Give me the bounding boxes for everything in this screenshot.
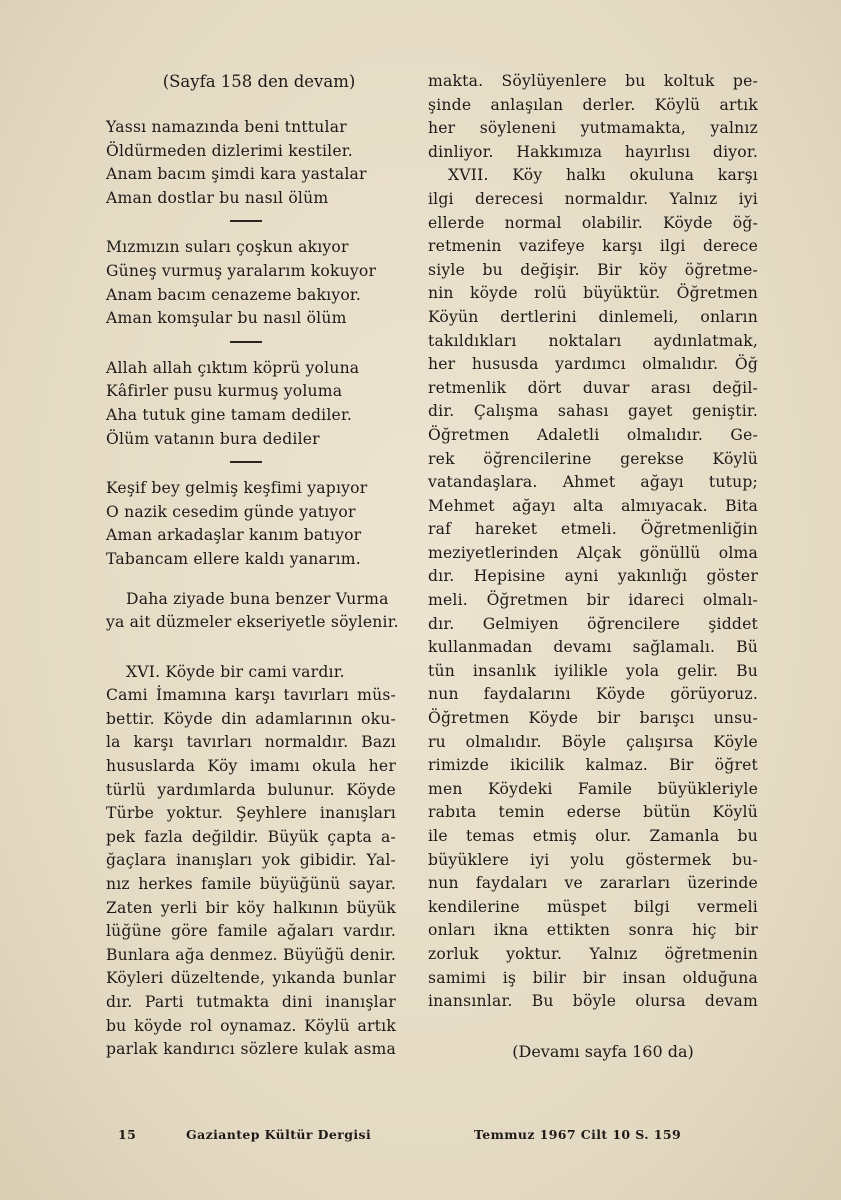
text-line: rek öğrencilerine gerekse Köylü [428,449,758,468]
text-line: şinde anlaşılan derler. Köylü artık [428,95,758,114]
text-line: Türbe yoktur. Şeyhlere inanışları [106,804,396,823]
text-line: bettir. Köyde din adamlarının oku- [106,709,396,728]
paragraph-section-xvii [428,164,758,1013]
poem-line: Aha tutuk gine tamam dediler. [106,405,353,424]
text-line: ile temas etmiş olur. Zamanla bu [428,827,758,845]
text-line: meziyetlerinden Alçak gönüllü olma [428,543,758,562]
text-line: inansınlar. Bu böyle olursa devam [428,992,758,1011]
text-line: retmenlik dört duvar arası değil- [428,378,758,397]
text-line: büyüklere iyi yolu göstermek bu- [428,850,758,869]
text-line: hususlarda Köy imamı okula her [106,757,396,776]
text-line: Bunlara ağa denmez. Büyüğü denir. [106,945,396,964]
text-line: samimi iş bilir bir insan olduğuna [428,968,758,987]
right-column [428,70,758,1064]
text-line: men Köydeki Famile büyükleriyle [428,779,758,798]
text-line: her söyleneni yutmamakta, yalnız [428,119,758,138]
text-line: pek fazla değildir. Büyük çapta a- [106,827,396,846]
poem-line: Mızmızın suları çoşkun akıyor [106,238,349,257]
text-line: Cami İmamına karşı tavırları müs- [106,686,396,705]
text-line: dır. Parti tutmakta dini inanışlar [106,993,396,1011]
text-line: vatandaşlara. Ahmet ağayı tutup; [428,473,758,492]
poem-line: Allah allah çıktım köprü yoluna [106,358,360,377]
text-line: Zaten yerli bir köy halkının büyük [106,898,396,917]
text-line: makta. Söylüyenlere bu koltuk pe- [428,72,758,90]
poem-line: Keşif bey gelmiş keşfimi yapıyor [106,479,368,498]
poem-line: Yassı namazında beni tnttular [106,118,347,136]
poem-line: Anam bacım cenazeme bakıyor. [106,285,362,304]
text-line: siyle bu değişir. Bir köy öğretme- [428,260,758,279]
journal-name: Gaziantep Kültür Dergisi [186,1127,372,1142]
text-line: nun faydaları ve zararları üzerinde [428,874,758,893]
text-line: ya ait düzmeler ekseriyetle söylenir. [106,613,399,632]
text-line: kendilerine müspet bilgi vermeli [428,897,758,916]
poem-stanza-1 [106,116,396,210]
text-line: bu köyde rol oynamaz. Köylü artık [106,1016,396,1035]
text-line: ğaçlara inanışları yok gibidir. Yal- [106,851,396,870]
text-line: XVI. Köyde bir cami vardır. [126,662,345,681]
text-line: Öğretmen Köyde bir barışcı unsu- [428,709,758,728]
text-line: ilgi derecesi normaldır. Yalnız iyi [428,189,758,208]
poem-line: Güneş vurmuş yaralarım kokuyor [106,261,377,280]
poem-stanza-4 [106,477,396,571]
text-line: nin köyde rolü büyüktür. Öğretmen [428,284,758,303]
poem-line: Ölüm vatanın bura dediler [106,429,320,448]
text-line: Öğretmen Adaletli olmalıdır. Ge- [428,425,758,444]
text-line: onları ikna ettikten sonra hiç bir [428,921,758,940]
text-line: Mehmet ağayı alta almıyacak. Bita [428,496,758,515]
text-line: türlü yardımlarda bulunur. Köyde [106,780,396,799]
poem-line: Kâfirler pusu kurmuş yoluma [106,382,343,401]
text-line: dir. Çalışma sahası gayet geniştir. [428,402,758,421]
poem-line: Anam bacım şimdi kara yastalar [106,165,367,184]
paragraph-vurma [106,588,399,635]
issue-info: Temmuz 1967 Cilt 10 S. 159 [474,1127,682,1142]
text-line: dinliyor. Hakkımıza hayırlısı diyor. [428,142,758,161]
text-line: raf hareket etmeli. Öğretmenliğin [428,520,758,539]
page-number: 15 [118,1127,137,1142]
text-line: rabıta temin ederse bütün Köylü [428,803,758,822]
poem-line: Öldürmeden dizlerimi kestiler. [106,141,353,160]
stanza-divider [230,341,262,343]
poem-stanza-3 [106,357,396,451]
text-line: Daha ziyade buna benzer Vurma [126,589,389,608]
text-line: nun faydalarını Köyde görüyoruz. [428,685,758,704]
poem-line: Aman komşular bu nasıl ölüm [106,309,347,328]
text-line: dır. Hepisine ayni yakınlığı göster [428,567,758,586]
text-line: lüğüne göre famile ağaları vardır. [106,922,396,941]
paragraph-continued [428,70,758,164]
text-line: her hususda yardımcı olmalıdır. Öğ [428,355,758,374]
poem-line: Aman arkadaşlar kanım batıyor [106,526,362,545]
stanza-divider [230,461,262,463]
continued-note: (Devamı sayfa 160 da) [512,1041,694,1061]
text-line: ellerde normal olabilir. Köyde öğ- [428,213,758,232]
text-line: zorluk yoktur. Yalnız öğretmenin [428,944,758,963]
text-line: XVII. Köy halkı okuluna karşı [448,166,758,185]
poem-line: Tabancam ellere kaldı yanarım. [106,549,361,568]
text-line: ru olmalıdır. Böyle çalışırsa Köyle [428,732,758,751]
text-line: Köyleri düzeltende, yıkanda bunlar [106,969,396,988]
text-line: takıldıkları noktaları aydınlatmak, [428,331,758,350]
paragraph-section-xvi [106,661,396,1062]
continuation-heading: (Sayfa 158 den devam) [162,72,356,91]
poem-line: O nazik cesedim günde yatıyor [106,502,356,521]
text-line: meli. Öğretmen bir idareci olmalı- [428,591,758,610]
text-line: nız herkes famile büyüğünü sayar. [106,875,396,894]
text-line: la karşı tavırları normaldır. Bazı [106,733,396,752]
text-line: rimizde ikicilik kalmaz. Bir öğret [428,756,758,775]
text-line: Köyün dertlerini dinlemeli, onların [428,307,758,326]
text-line: parlak kandırıcı sözlere kulak asma [106,1040,396,1059]
stanza-divider [230,220,262,222]
poem-stanza-2 [106,236,396,330]
text-line: dır. Gelmiyen öğrencilere şiddet [428,614,758,633]
poem-line: Aman dostlar bu nasıl ölüm [106,188,329,207]
text-line: retmenin vazifeye karşı ilgi derece [428,237,758,256]
text-line: kullanmadan devamı sağlamalı. Bü [428,638,758,657]
left-column [106,70,399,1062]
text-line: tün insanlık iyilikle yola gelir. Bu [428,661,758,680]
